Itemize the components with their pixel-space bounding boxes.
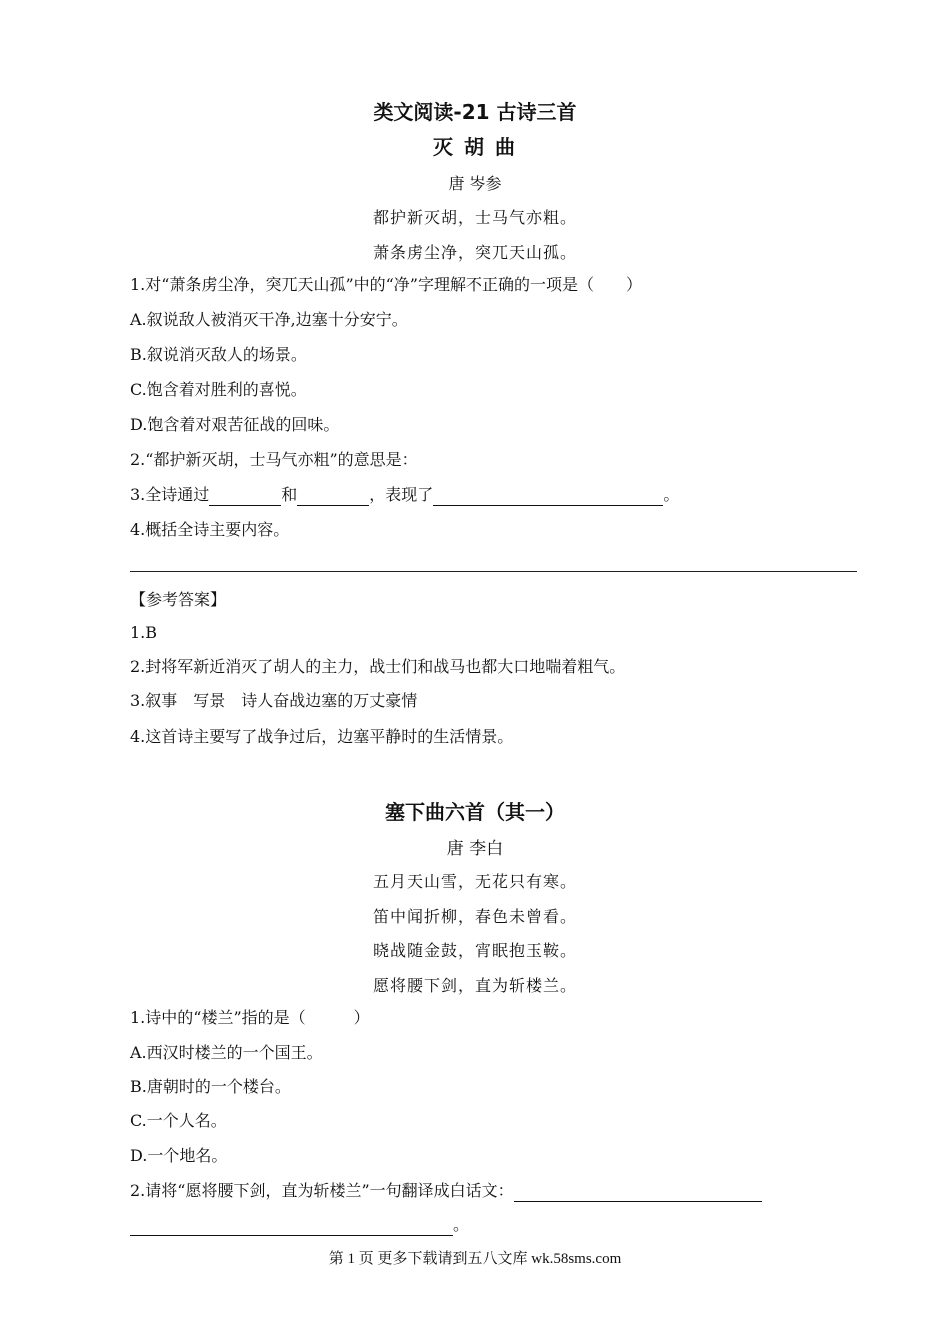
answer-item: 2.封将军新近消灭了胡人的主力，战士们和战马也都大口地喘着粗气。	[130, 657, 626, 676]
poem1-author: 唐 岑参	[448, 174, 502, 193]
poem2-line: 晓战随金鼓，宵眠抱玉鞍。	[372, 941, 577, 960]
poem2-line: 笛中闻折柳，春色未曾看。	[372, 907, 577, 926]
question-3	[130, 484, 679, 506]
section-divider	[130, 571, 857, 572]
question-2: 2.“都护新灭胡，士马气亦粗”的意思是：	[130, 450, 418, 469]
question-4: 4.概括全诗主要内容。	[130, 520, 290, 539]
option-a: A.叙说敌人被消灭干净,边塞十分安宁。	[130, 310, 408, 329]
question-2-continuation	[130, 1214, 469, 1236]
question-2	[130, 1180, 762, 1202]
poem1-line: 萧条虏尘净，突兀天山孤。	[372, 243, 577, 262]
option-d: D.饱含着对艰苦征战的回味。	[130, 415, 340, 434]
question-2-end: 。	[453, 1215, 470, 1234]
question-1: 1.诗中的“楼兰”指的是（ ）	[130, 1008, 370, 1027]
poem2-author: 唐 李白	[446, 839, 504, 859]
poem1-line: 都护新灭胡，士马气亦粗。	[372, 208, 577, 227]
poem2-title: 塞下曲六首（其一）	[385, 800, 565, 824]
question-1: 1.对“萧条虏尘净，突兀天山孤”中的“净”字理解不正确的一项是（ ）	[130, 275, 642, 294]
answer-blank[interactable]	[209, 489, 281, 506]
option-d: D.一个地名。	[130, 1146, 228, 1165]
option-c: C.饱含着对胜利的喜悦。	[130, 380, 307, 399]
question-3-text: ，表现了	[369, 485, 434, 504]
answer-item: 3.叙事 写景 诗人奋战边塞的万丈豪情	[130, 691, 418, 710]
question-3-text: 3.全诗通过	[130, 485, 210, 504]
answers-heading: 【参考答案】	[130, 590, 227, 609]
answer-blank[interactable]	[433, 489, 663, 506]
question-2-text: 2.请将“愿将腰下剑，直为斩楼兰”一句翻译成白话文：	[130, 1181, 514, 1200]
question-3-end: 。	[663, 485, 680, 504]
answer-item: 1.B	[130, 623, 158, 642]
option-b: B.唐朝时的一个楼台。	[130, 1077, 291, 1096]
option-b: B.叙说消灭敌人的场景。	[130, 345, 307, 364]
option-a: A.西汉时楼兰的一个国王。	[130, 1043, 323, 1062]
answer-blank[interactable]	[514, 1185, 762, 1202]
poem2-line: 愿将腰下剑，直为斩楼兰。	[372, 976, 577, 995]
question-3-text: 和	[281, 485, 298, 504]
option-c: C.一个人名。	[130, 1111, 227, 1130]
answer-blank[interactable]	[130, 1219, 453, 1236]
page-title: 类文阅读-21 古诗三首	[373, 100, 577, 124]
answer-item: 4.这首诗主要写了战争过后，边塞平静时的生活情景。	[130, 727, 514, 746]
answer-blank[interactable]	[297, 489, 369, 506]
poem1-title: 灭 胡 曲	[433, 135, 517, 159]
page-footer: 第 1 页 更多下载请到五八文库 wk.58sms.com	[328, 1251, 622, 1267]
poem2-line: 五月天山雪，无花只有寒。	[372, 872, 577, 891]
